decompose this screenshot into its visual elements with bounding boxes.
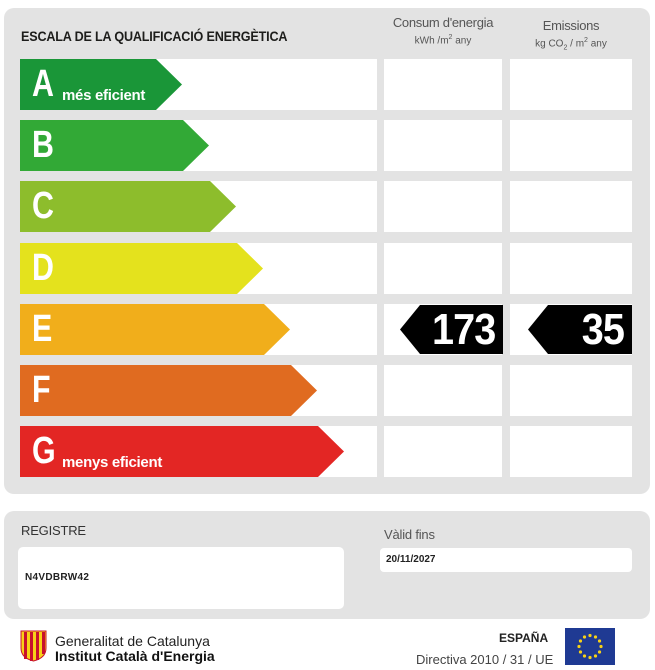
emissions-cell [510, 120, 632, 171]
consum-cell [384, 304, 502, 355]
indicator-value: 173 [431, 304, 495, 354]
emissions-cell [510, 181, 632, 232]
rating-letter: F [32, 369, 51, 411]
valid-until-label: Vàlid fins [384, 527, 435, 542]
rating-arrow-shape [20, 304, 290, 355]
emissions-cell [510, 304, 632, 355]
rating-row-c [20, 181, 632, 232]
rating-row-a [20, 59, 632, 110]
eu-star-icon [598, 650, 601, 653]
rating-bar-a [20, 59, 182, 110]
rating-row-d [20, 243, 632, 294]
rating-row-e [20, 304, 632, 355]
rating-bar-g [20, 426, 344, 477]
eu-star-icon [588, 656, 591, 659]
rating-letter: A [32, 63, 54, 105]
org-name-line1: Generalitat de Catalunya [55, 633, 210, 649]
rating-bar-b [20, 120, 209, 171]
emissions-title: Emissions [542, 18, 600, 33]
emissions-cell [510, 365, 632, 416]
registre-label: REGISTRE [21, 523, 86, 538]
eu-star-icon [588, 634, 591, 637]
rating-arrow-shape [20, 365, 317, 416]
eu-star-icon [594, 635, 597, 638]
rating-letter: D [32, 246, 54, 289]
rating-bar-c [20, 181, 236, 232]
valid-until-value: 20/11/2027 [386, 554, 436, 565]
eu-star-icon [583, 635, 586, 638]
eu-star-icon [577, 645, 580, 648]
rating-letter: E [32, 307, 53, 350]
indicator-value: 35 [581, 304, 624, 354]
rating-row-g [20, 426, 632, 477]
rating-letter: B [32, 124, 54, 167]
rating-sublabel: més eficient [62, 87, 146, 104]
consum-cell [384, 426, 502, 477]
emissions-cell [510, 243, 632, 294]
scale-title: ESCALA DE LA QUALIFICACIÓ ENERGÈTICA [21, 28, 288, 44]
rating-bar-f [20, 365, 317, 416]
eu-star-icon [579, 639, 582, 642]
rating-row-b [20, 120, 632, 171]
consum-cell [384, 120, 502, 171]
emissions-cell [510, 59, 632, 110]
eu-star-icon [599, 645, 602, 648]
consum-unit: kWh $/m^2$ any [414, 34, 472, 47]
eu-flag-background [565, 628, 615, 665]
rating-arrow-shape [20, 243, 263, 294]
eu-flag-icon [565, 628, 615, 665]
eu-star-icon [594, 654, 597, 657]
rating-bar-d [20, 243, 263, 294]
consum-title: Consum d'energia [392, 15, 494, 30]
eu-star-icon [579, 650, 582, 653]
consum-cell [384, 243, 502, 294]
emissions-cell [510, 426, 632, 477]
org-name-line2: Institut Català d'Energia [55, 648, 215, 664]
consum-column-header [384, 15, 502, 46]
rating-row-f [20, 365, 632, 416]
emissions-unit: kg $CO_2 / m^2$ any [535, 37, 607, 52]
registre-value: N4VDBRW42 [25, 572, 90, 583]
consum-cell [384, 181, 502, 232]
rating-bar-e [20, 304, 290, 355]
consum-indicator [400, 305, 503, 354]
emissions-column-header [510, 18, 632, 51]
emissions-indicator [528, 305, 632, 354]
eu-star-icon [598, 639, 601, 642]
consum-cell [384, 59, 502, 110]
rating-sublabel: menys eficient [62, 454, 163, 472]
rating-letter: G [32, 430, 56, 473]
consum-cell [384, 365, 502, 416]
generalitat-logo-icon [20, 630, 47, 662]
directive-label: Directiva 2010 / 31 / UE [416, 652, 554, 667]
eu-star-icon [583, 654, 586, 657]
rating-letter: C [32, 185, 54, 228]
country-label: ESPAÑA [499, 631, 549, 645]
